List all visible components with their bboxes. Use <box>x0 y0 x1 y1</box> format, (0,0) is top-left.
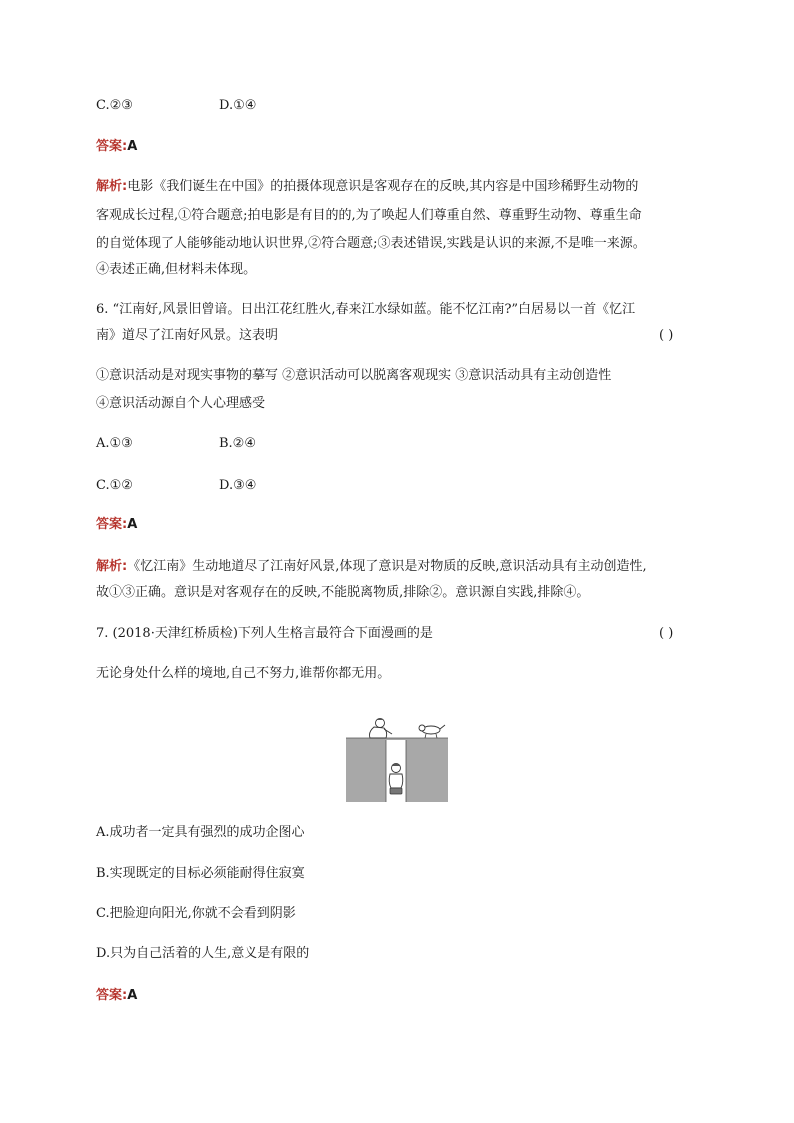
q5-answer <box>96 137 137 157</box>
explanation-label: 解析: <box>96 559 128 574</box>
q6-statements-line-2: ④意识活动源自个人心理感受 <box>96 396 266 411</box>
crouching-person <box>370 718 393 738</box>
answer-value: A <box>127 139 138 154</box>
answer-value: A <box>127 517 138 532</box>
q7-option-c: C.把脸迎向阳光,你就不会看到阴影 <box>96 906 296 921</box>
q7-option-a: A.成功者一定具有强烈的成功企图心 <box>96 825 305 840</box>
q7-option-d: D.只为自己活着的人生,意义是有限的 <box>96 946 310 961</box>
q7-stem: 7. (2018·天津红桥质检)下列人生格言最符合下面漫画的是 <box>96 626 433 641</box>
q5-explanation-line-2: 客观成长过程,①符合题意;拍电影是有目的的,为了唤起人们尊重自然、尊重野生动物、尊重生命 <box>96 208 642 223</box>
q6-statements-line-1: ①意识活动是对现实事物的摹写 ②意识活动可以脱离客观现实 ③意识活动具有主动创造性 <box>96 368 612 383</box>
cartoon-illustration <box>346 716 448 802</box>
q6-option-a: A.①③ <box>96 436 133 451</box>
q6-option-c: C.①② <box>96 478 133 493</box>
answer-label: 答案: <box>96 517 128 532</box>
q7-option-b: B.实现既定的目标必须能耐得住寂寞 <box>96 866 305 881</box>
q5-option-d: D.①④ <box>219 98 257 113</box>
animal <box>419 725 445 738</box>
person-in-pit <box>389 764 403 795</box>
answer-value: A <box>127 988 138 1003</box>
explanation-text: 《忆江南》生动地道尽了江南好风景,体现了意识是对物质的反映,意识活动具有主动创造性, <box>127 559 647 574</box>
q6-explanation-line-1 <box>96 557 647 577</box>
q5-explanation-line-4: ④表述正确,但材料未体现。 <box>96 262 257 277</box>
q7-answer <box>96 986 137 1006</box>
q6-option-b: B.②④ <box>219 436 256 451</box>
q6-stem-line-2: 南》道尽了江南好风景。这表明 <box>96 328 279 343</box>
answer-label: 答案: <box>96 139 128 154</box>
answer-label: 答案: <box>96 988 128 1003</box>
q5-option-c: C.②③ <box>96 98 133 113</box>
q7-answer-blank: ( ) <box>659 626 674 641</box>
q5-explanation-line-1 <box>96 177 638 197</box>
q6-answer-blank: ( ) <box>659 328 674 343</box>
q5-explanation-line-3: 的自觉体现了人能够能动地认识世界,②符合题意;③表述错误,实践是认识的来源,不是唯一来源。 <box>96 236 646 251</box>
explanation-label: 解析: <box>96 179 128 194</box>
q6-option-d: D.③④ <box>219 478 257 493</box>
q6-explanation-line-2: 故①③正确。意识是对客观存在的反映,不能脱离物质,排除②。意识源自实践,排除④。 <box>96 585 590 600</box>
explanation-text: 电影《我们诞生在中国》的拍摄体现意识是客观存在的反映,其内容是中国珍稀野生动物的 <box>127 179 639 194</box>
q6-answer <box>96 515 137 535</box>
q7-caption: 无论身处什么样的境地,自己不努力,谁帮你都无用。 <box>96 666 391 681</box>
q6-stem-line-1: 6. “江南好,风景旧曾谙。日出江花红胜火,春来江水绿如蓝。能不忆江南?”白居易以一首《忆江 <box>96 302 636 317</box>
